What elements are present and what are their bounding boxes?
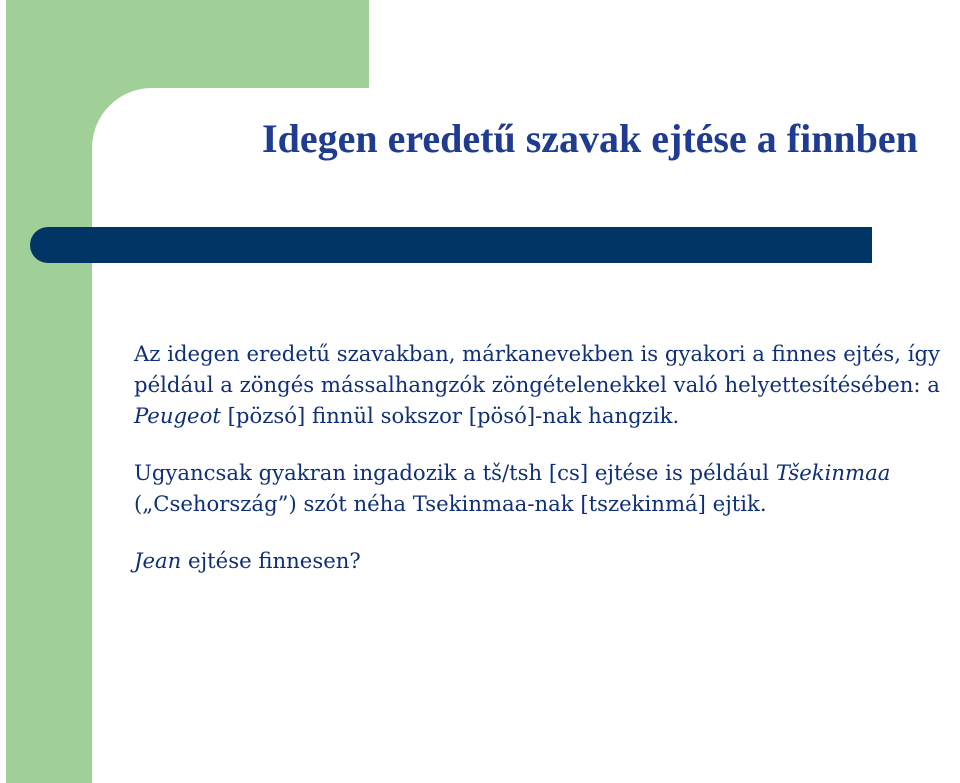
text-run: („Csehország”) szót néha Tsekinmaa-nak [tszekinmá] ejtik. (134, 491, 767, 516)
slide-title: Idegen eredetű szavak ejtése a finnben (262, 116, 918, 161)
italic-term-peugeot: Peugeot (134, 403, 221, 428)
slide-body (134, 338, 956, 576)
text-run: ejtése finnesen? (181, 548, 361, 573)
decorative-green-side-band (6, 0, 92, 783)
italic-term-jean: Jean (134, 548, 182, 573)
text-run: [pözsó] finnül sokszor [pösó]-nak hangzik. (220, 403, 680, 428)
body-paragraph-1 (134, 338, 956, 431)
decorative-blue-divider-bar (30, 227, 872, 263)
body-paragraph-2 (134, 457, 956, 519)
text-run: Az idegen eredetű szavakban, márkanevekben is gyakori a finnes ejtés, így például a zöngés mássalhangzók zöngételenekkel való helyettesítésében: a (134, 341, 941, 397)
body-paragraph-3 (134, 545, 956, 576)
italic-term-tsekinmaa: Tšekinmaa (775, 460, 891, 485)
text-run: Ugyancsak gyakran ingadozik a tš/tsh [cs] ejtése is például (134, 460, 776, 485)
